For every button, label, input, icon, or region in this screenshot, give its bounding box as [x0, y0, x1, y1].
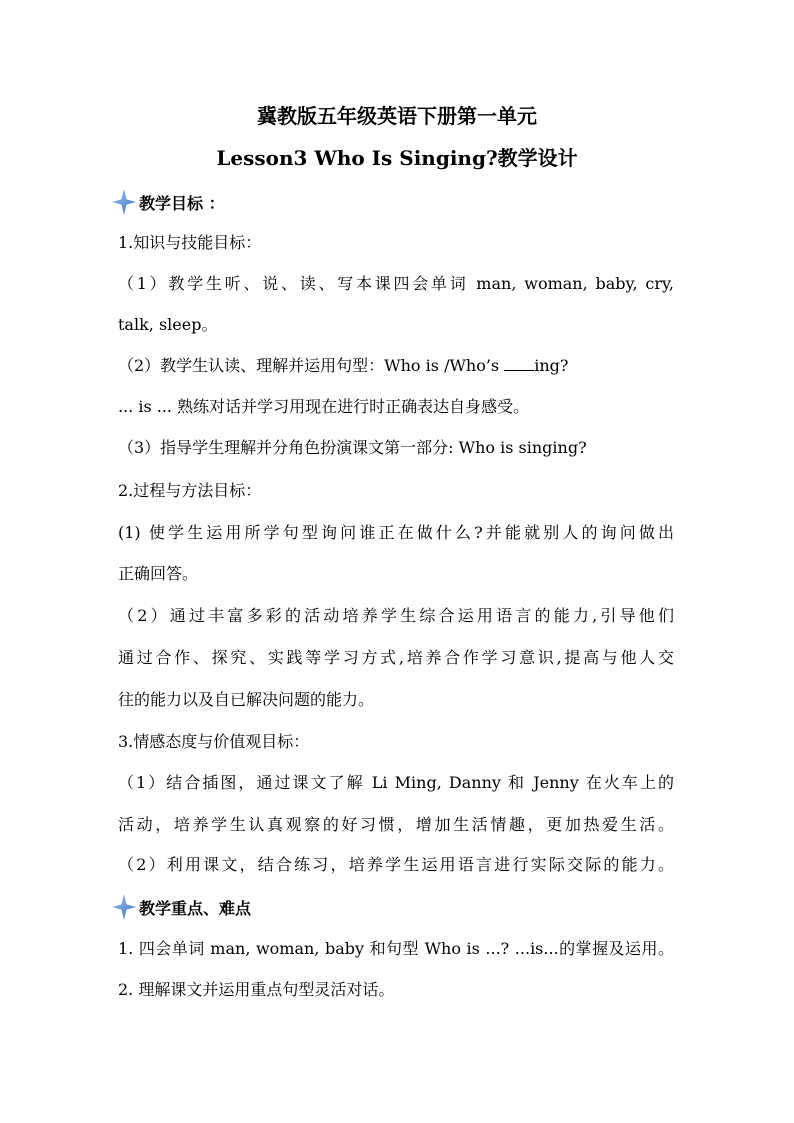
- section-heading-label: 教学目标 ：: [139, 193, 225, 213]
- objective-line: 正确回答。: [118, 564, 199, 583]
- section-heading-objectives: [112, 187, 225, 217]
- objective-line: 通过合作、探究、实践等学习方式,培养合作学习意识,提高与他人交: [118, 648, 674, 667]
- sentence-pattern-suffix: ing?: [534, 356, 569, 375]
- objective-line: 活动，培养学生认真观察的好习惯，增加生活情趣，更加热爱生活。: [118, 815, 674, 834]
- section-heading-label: 教学重点、难点: [139, 898, 252, 918]
- objective-line: [118, 355, 568, 377]
- objective-line: talk, sleep。: [118, 315, 218, 334]
- objective-line: 3.情感态度与价值观目标：: [118, 732, 310, 751]
- objective-line: 2.过程与方法目标：: [118, 481, 262, 500]
- objective-line: 1.知识与技能目标：: [118, 233, 262, 252]
- objective-line: (1) 使学生运用所学句型询问谁正在做什么?并能就别人的询问做出: [118, 523, 674, 542]
- sentence-pattern-text: （2）教学生认读、理解并运用句型：Who is /Who’s: [118, 356, 500, 375]
- fill-in-blank: [504, 356, 534, 371]
- objective-line: （3）指导学生理解并分角色扮演课文第一部分: Who is singing?: [118, 438, 587, 457]
- star-icon: [112, 894, 136, 920]
- objective-line: （1）教学生听、说、读、写本课四会单词 man, woman, baby, cry,: [118, 274, 674, 293]
- document-title-line2: Lesson3 Who Is Singing?教学设计: [216, 146, 578, 170]
- objective-line: ... is ... 熟练对话并学习用现在进行时正确表达自身感受。: [118, 397, 530, 416]
- objective-line: 往的能力以及自已解决问题的能力。: [118, 690, 375, 709]
- objective-line: （2）利用课文，结合练习，培养学生运用语言进行实际交际的能力。: [118, 855, 674, 874]
- star-icon: [112, 189, 136, 215]
- document-title-line1: 冀教版五年级英语下册第一单元: [257, 104, 537, 128]
- objective-line: （2）通过丰富多彩的活动培养学生综合运用语言的能力,引导他们: [118, 606, 674, 625]
- key-point-line: 1. 四会单词 man, woman, baby 和句型 Who is ...? ...is...的掌握及运用。: [118, 939, 674, 958]
- objective-line: （1）结合插图，通过课文了解 Li Ming, Danny 和 Jenny 在火车上的: [118, 773, 674, 792]
- section-heading-key-points: [112, 892, 251, 922]
- key-point-line: 2. 理解课文并运用重点句型灵活对话。: [118, 980, 395, 999]
